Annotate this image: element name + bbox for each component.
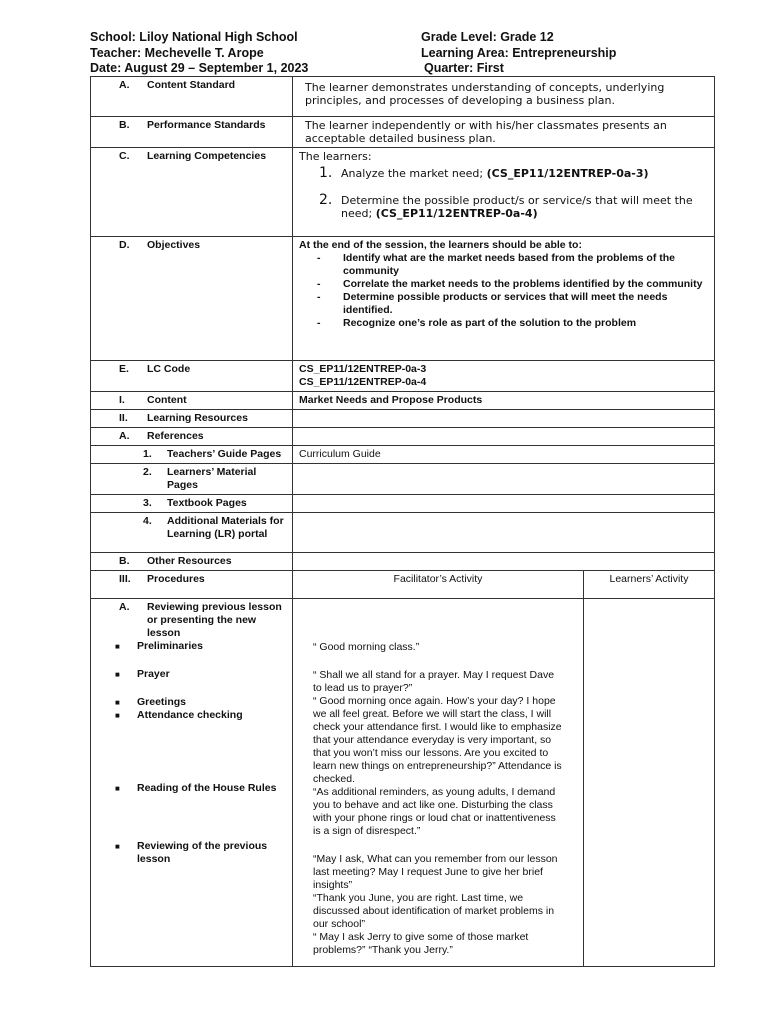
objectives-intro: At the end of the session, the learners should be able to: [299, 239, 582, 251]
row-performance-standards: B. Performance Standards The learner independently or with his/her classmates presents an acceptable detailed business plan. [91, 117, 715, 148]
performance-standards-text: The learner independently or with his/her classmates presents an acceptable detailed business plan. [305, 119, 667, 145]
facilitators-activity-header: Facilitator’s Activity [393, 573, 483, 585]
competency-code: (CS_EP11/12ENTREP-0a-3) [486, 167, 649, 180]
bullet-prayer: ■ Prayer [115, 668, 170, 680]
row-additional-materials: 4. Additional Materials for Learning (LR) portal [91, 513, 715, 553]
objective-item: - Identify what are the market needs based from the problems of the community [317, 252, 675, 277]
script-line: “Thank you June, you are right. Last time, we discussed about identification of market problems in our school” [313, 892, 555, 930]
procedures-label: Procedures [147, 573, 205, 585]
objective-item: - Correlate the market needs to the problems identified by the community [317, 278, 703, 290]
row-content-standard: A. Content Standard The learner demonstrates understanding of concepts, underlying principles, and processes of developing a business plan. [91, 77, 715, 117]
script-line: “ Good morning class.” [313, 641, 420, 653]
row-procedures: III. Procedures Facilitator’s Activity Learners’ Activity [91, 571, 715, 599]
date-label: Date: August 29 – September 1, 2023 [90, 61, 309, 75]
additional-materials-label: Additional Materials for Learning (LR) portal [167, 515, 284, 540]
performance-standards-label: Performance Standards [147, 119, 266, 131]
lc-code-label: LC Code [147, 363, 191, 375]
row-learning-competencies: C. Learning Competencies The learners: 1. Analyze the market need; (CS_EP11/12ENTREP-0a-3) 2. Determine the possible product/s or service/s that will meet the need; (CS_EP11/12ENTREP-0a-4) [91, 148, 715, 237]
references-label: References [147, 430, 204, 442]
script-line: “ Good morning once again. How’s your day? I hope we all feel great. Before we will start the class, I will check your attendance first. I would like to emphasize that your attendance everyday is very important, so that you won’t miss our lessons. Are you excited to learn new things on entrepreneurship?” Attendance is checked. [313, 695, 562, 785]
script-line: “As additional reminders, as young adults, I demand you to behave and act like one. Disturbing the class with your phone rings or loud chat or inattentiveness is a sign of disrespect.” [313, 786, 556, 837]
script-line: “ May I ask Jerry to give some of those market problems?” “Thank you Jerry.” [313, 931, 529, 956]
learning-competencies-label: Learning Competencies [147, 150, 267, 162]
bullet-greetings: ■ Greetings [115, 696, 187, 708]
learning-area-label: Learning Area: Entrepreneurship [421, 45, 617, 60]
teacher-label: Teacher: Mechevelle T. Arope [90, 45, 264, 60]
row-learners-material: 2. Learners’ Material Pages [91, 464, 715, 495]
row-other-resources: B. Other Resources [91, 553, 715, 571]
competencies-intro: The learners: [299, 150, 372, 163]
row-teachers-guide: 1. Teachers’ Guide Pages Curriculum Guide [91, 446, 715, 464]
bullet-reviewing: ■ Reviewing of the previous lesson [115, 840, 268, 865]
objectives-label: Objectives [147, 239, 201, 251]
row-references: A. References [91, 428, 715, 446]
lesson-plan-table [90, 76, 715, 967]
bullet-preliminaries: ■ Preliminaries [115, 640, 203, 652]
lc-code-2: CS_EP11/12ENTREP-0a-4 [299, 376, 427, 388]
content-label: Content [147, 394, 187, 406]
bullet-house-rules: ■ Reading of the House Rules [115, 782, 277, 794]
learners-activity-header: Learners’ Activity [609, 573, 689, 585]
objective-item: - Recognize one’s role as part of the solution to the problem [317, 317, 637, 329]
reviewing-lesson-label: Reviewing previous lesson or presenting the new lesson [147, 601, 282, 639]
learning-resources-label: Learning Resources [147, 412, 248, 424]
competency-item: 2. Determine the possible product/s or service/s that will meet the need; (CS_EP11/12ENTREP-0a-4) [319, 192, 693, 220]
other-resources-label: Other Resources [147, 555, 232, 567]
grade-level-label: Grade Level: Grade 12 [421, 30, 554, 44]
row-content: I. Content Market Needs and Propose Products [91, 392, 715, 410]
teachers-guide-text: Curriculum Guide [299, 448, 381, 460]
script-line: “ Shall we all stand for a prayer. May I request Dave to lead us to prayer?” [313, 669, 555, 694]
row-objectives: D. Objectives At the end of the session, the learners should be able to: - Identify what are the market needs based from the problems of the community - Correlate the market needs to the problems identified by the community - Determine possible products or services that will meet the needs identified. - Recognize one’s role as part of the solution to the problem [91, 237, 715, 361]
competency-code: (CS_EP11/12ENTREP-0a-4) [375, 207, 538, 220]
content-standard-label: Content Standard [147, 79, 236, 91]
competency-item: 1. Analyze the market need; (CS_EP11/12ENTREP-0a-3) [319, 165, 649, 181]
learners-material-label: Learners’ Material Pages [167, 466, 257, 491]
textbook-label: Textbook Pages [167, 497, 247, 509]
teachers-guide-label: Teachers’ Guide Pages [167, 448, 282, 460]
content-text: Market Needs and Propose Products [299, 394, 483, 406]
quarter-label: Quarter: First [424, 61, 504, 75]
document-header [90, 30, 720, 77]
row-reviewing-previous-lesson: A. Reviewing previous lesson or presenting the new lesson ■ Preliminaries ■ Prayer ■ Greetings ■ Attendance checking ■ Reading of the House Rules ■ Reviewing of the previous lesson “ Good morning class.” “ Shall we all stand for a prayer. May I request Dave to lead us to prayer?” “ Good morning once again. How’s your day? I hope we all feel great. Before we will start the class, I will check your attendance first. I would like to emphasize that your attendance everyday is very important, so that you won’t miss our lessons. Are you excited to learn new things on entrepreneurship?” Attendance is checked. “As additional reminders, as young adults, I demand you to behave and act like one. Disturbing the class with your phone rings or loud chat or inattentiveness is a sign of disrespect.” “May I ask, What can you remember from our lesson last meeting? May I request June to give her brief insights” “Thank you June, you are right. Last time, we discussed about identification of market problems in our school” “ May I ask Jerry to give some of those market problems?” “Thank you Jerry.” [91, 599, 715, 967]
content-standard-text: The learner demonstrates understanding of concepts, underlying principles, and processes of developing a business plan. [305, 81, 665, 107]
script-line: “May I ask, What can you remember from our lesson last meeting? May I request June to give her brief insights” [313, 853, 558, 891]
row-lc-code: E. LC Code CS_EP11/12ENTREP-0a-3 CS_EP11/12ENTREP-0a-4 [91, 361, 715, 392]
objective-item: - Determine possible products or services that will meet the needs identified. [317, 291, 668, 316]
school-label: School: Liloy National High School [90, 30, 298, 44]
lc-code-1: CS_EP11/12ENTREP-0a-3 [299, 363, 427, 375]
row-learning-resources: II. Learning Resources [91, 410, 715, 428]
row-textbook: 3. Textbook Pages [91, 495, 715, 513]
bullet-attendance: ■ Attendance checking [115, 709, 243, 721]
